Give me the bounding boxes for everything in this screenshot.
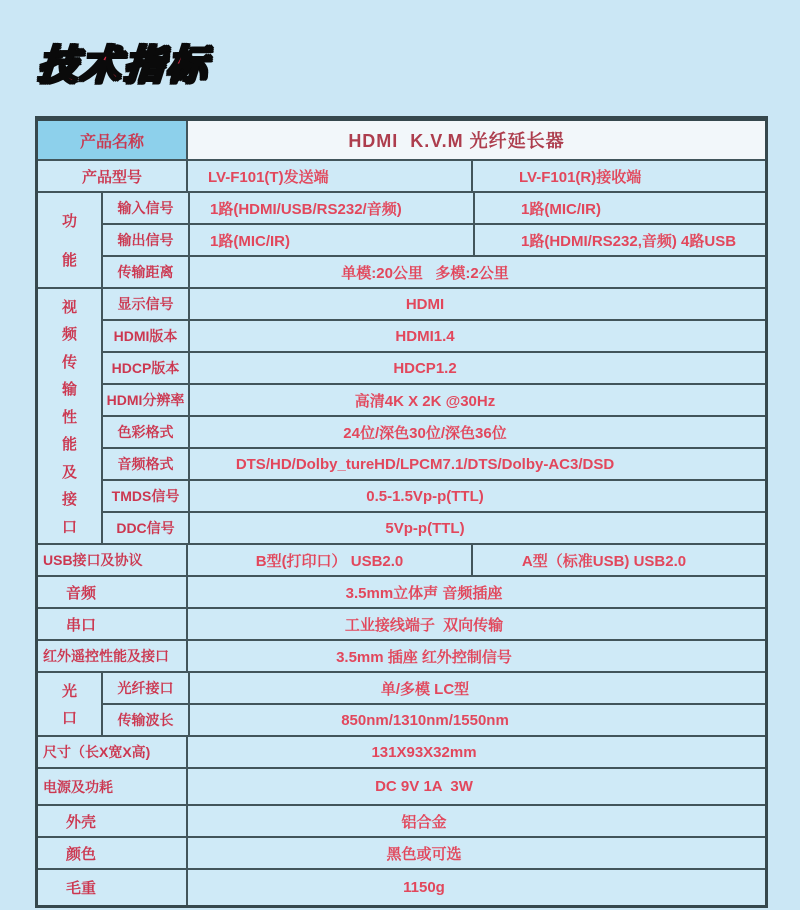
spec-value: HDCP1.2 [393, 359, 457, 377]
spec-label: 色彩格式 [103, 417, 190, 447]
row-transmission-distance [103, 257, 765, 287]
spec-value: HDMI [405, 295, 445, 313]
spec-label: HDCP版本 [103, 353, 190, 383]
spec-label: 输入信号 [103, 193, 190, 223]
spec-value: 5Vp-p(TTL) [385, 519, 465, 537]
spec-value: 3.5mm 插座 红外控制信号 [336, 648, 512, 666]
row-audio [38, 577, 765, 609]
row-enclosure [38, 806, 765, 838]
row-usb-protocol [38, 545, 765, 577]
spec-value-tx: 1路(MIC/IR) [190, 225, 475, 255]
product-name-label: 产品名称 [38, 121, 188, 159]
row-audio-format [103, 449, 765, 481]
row-color [38, 838, 765, 870]
row-display-signal [103, 289, 765, 321]
section-char: 输 [61, 381, 77, 398]
spec-value: DTS/HD/Dolby_tureHD/LPCM7.1/DTS/Dolby-AC3/DSD [235, 455, 615, 473]
section-function [38, 193, 765, 289]
section-char: 接 [61, 491, 77, 508]
spec-value: HDMI1.4 [395, 327, 455, 345]
row-serial-port [38, 609, 765, 641]
spec-value: 单模:20公里 多模:2公里 [341, 264, 509, 282]
row-gross-weight [38, 870, 765, 905]
spec-value: 高清4K X 2K @30Hz [354, 392, 496, 410]
section-char: 能 [61, 436, 77, 453]
spec-value: DC 9V 1A 3W [375, 778, 473, 795]
section-optical [38, 673, 765, 737]
row-power [38, 769, 765, 806]
spec-value: 24位/深色30位/深色36位 [343, 424, 507, 442]
product-name-value: HDMI K.V.M 光纤延长器 [188, 121, 765, 159]
row-product-model [38, 161, 765, 193]
spec-label: 传输波长 [103, 705, 190, 735]
section-char: 能 [61, 251, 77, 269]
row-output-signal [103, 225, 765, 257]
spec-label: HDMI分辨率 [103, 385, 190, 415]
spec-label: 音频格式 [103, 449, 190, 479]
spec-label: HDMI版本 [103, 321, 190, 351]
spec-label: 输出信号 [103, 225, 190, 255]
section-char: 传 [61, 353, 77, 371]
spec-label: TMDS信号 [103, 481, 190, 511]
section-char: 频 [61, 326, 77, 343]
spec-value: 工业接线端子 双向传输 [344, 616, 504, 634]
section-char: 性 [61, 408, 77, 426]
row-color-format [103, 417, 765, 449]
spec-label: 尺寸（长X宽X高) [38, 737, 188, 767]
spec-value-rx: A型（标准USB) USB2.0 [521, 552, 687, 570]
spec-value-tx: B型(打印口） USB2.0 [188, 545, 473, 575]
spec-label: 光纤接口 [103, 673, 190, 703]
spec-value-rx: 1路(HDMI/RS232,音频) 4路USB [521, 232, 737, 250]
section-char: 口 [61, 710, 77, 728]
spec-value-rx: LV-F101(R)接收端 [519, 168, 642, 186]
spec-value: 3.5mm立体声 音频插座 [345, 584, 503, 602]
spec-label: DDC信号 [103, 513, 190, 543]
row-input-signal [103, 193, 765, 225]
spec-value: 0.5-1.5Vp-p(TTL) [366, 487, 484, 505]
spec-label: 音频 [38, 577, 188, 607]
section-label-optical [38, 673, 103, 735]
spec-label: 串口 [38, 609, 188, 639]
row-wavelength [103, 705, 765, 735]
spec-table [35, 116, 768, 908]
spec-value-tx: LV-F101(T)发送端 [188, 161, 473, 191]
spec-value-tx: 1路(HDMI/USB/RS232/音频) [190, 193, 475, 223]
section-label-video [38, 289, 103, 543]
spec-label: 外壳 [38, 806, 188, 836]
section-char: 口 [61, 518, 77, 536]
table-header-row [38, 121, 765, 161]
spec-value-rx: 1路(MIC/IR) [521, 200, 601, 218]
spec-value: 131X93X32mm [371, 743, 477, 761]
spec-value: 铝合金 [401, 813, 447, 831]
row-tmds-signal [103, 481, 765, 513]
row-hdmi-version [103, 321, 765, 353]
spec-value: 1150g [403, 879, 445, 896]
spec-value: 850nm/1310nm/1550nm [341, 711, 509, 729]
section-char: 及 [61, 463, 77, 481]
spec-label: 传输距离 [103, 257, 190, 287]
spec-value: 黑色或可选 [386, 845, 462, 863]
row-dimensions [38, 737, 765, 769]
section-char: 视 [61, 298, 77, 316]
row-hdcp-version [103, 353, 765, 385]
section-char: 功 [61, 213, 77, 231]
row-fiber-connector [103, 673, 765, 705]
spec-label: 产品型号 [38, 161, 188, 191]
page-title: 技术指标 [36, 42, 212, 89]
row-ddc-signal [103, 513, 765, 543]
spec-label: 显示信号 [103, 289, 190, 319]
section-video [38, 289, 765, 545]
spec-label: 颜色 [38, 838, 188, 868]
spec-label: 毛重 [38, 870, 188, 905]
spec-value: 单/多模 LC型 [380, 680, 470, 698]
row-hdmi-resolution [103, 385, 765, 417]
section-char: 光 [61, 682, 77, 700]
section-label-function [38, 193, 103, 287]
spec-label: USB接口及协议 [38, 545, 188, 575]
spec-label: 电源及功耗 [38, 769, 188, 804]
spec-label: 红外遥控性能及接口 [38, 641, 188, 671]
row-ir-control [38, 641, 765, 673]
